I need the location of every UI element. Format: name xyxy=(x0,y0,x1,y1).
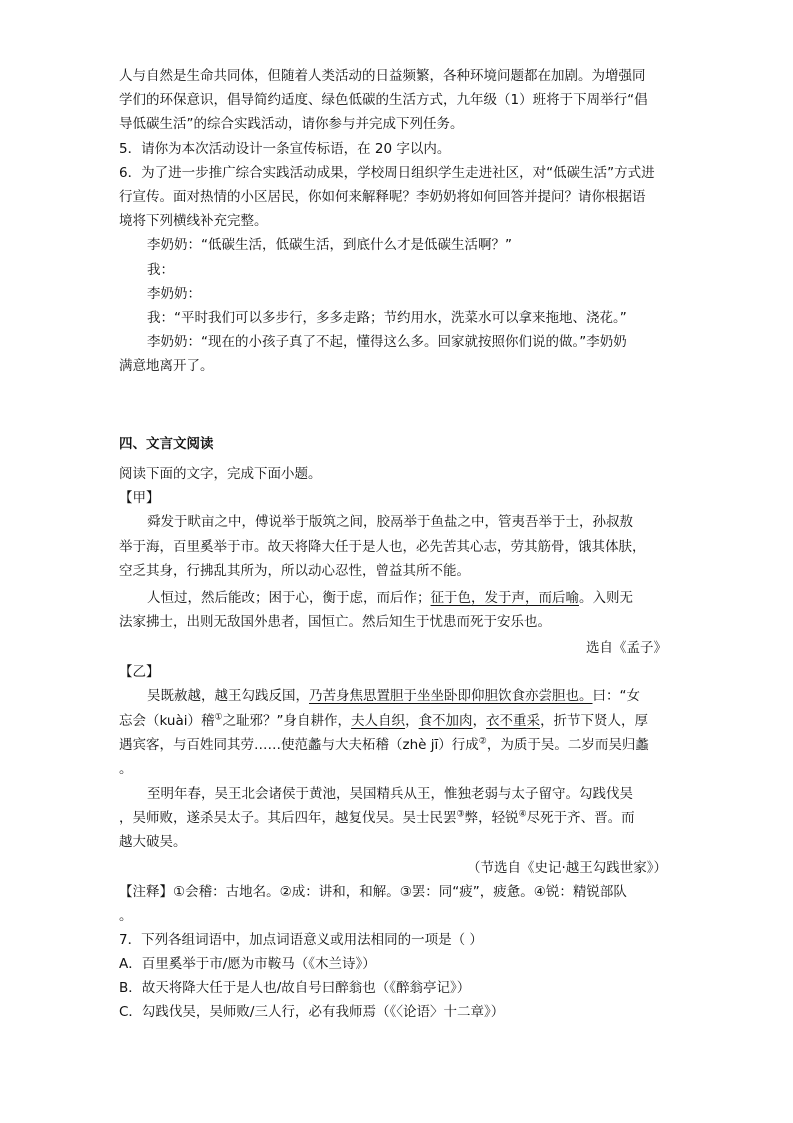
notes-line-1: 【注释】①会稽：古地名。②成：讲和，和解。③罢：同“疲”，疲惫。④锐：精锐部队 xyxy=(119,884,627,900)
yi-text: 弊，轻锐 xyxy=(464,810,519,826)
dialogue-line-2: 我： xyxy=(147,262,174,278)
question-7-option-b: B．故天将降大任于是人也/故自号曰醉翁也（《醉翁亭记》） xyxy=(119,980,471,996)
yi-text: 忘会（kuài）稽 xyxy=(119,713,215,729)
dialogue-line-3: 李奶奶： xyxy=(147,286,201,302)
footnote-marker: ④ xyxy=(518,809,527,820)
intro-line-1: 人与自然是生命共同体，但随着人类活动的日益频繁，各种环境问题都在加剧。为增强同 xyxy=(119,68,646,84)
yi-text: ，为质于吴。二岁而吴归蠡 xyxy=(486,737,649,753)
yi-underlined-phrase: 夫人自织 xyxy=(351,713,406,729)
yi-underlined-sentence: 乃苦身焦思置胆于坐坐卧即仰胆饮食亦尝胆也。 xyxy=(309,688,593,704)
dialogue-line-6: 满意地离开了。 xyxy=(119,358,214,374)
jia-source: 选自《孟子》 xyxy=(586,640,667,656)
yi-text: ，折节下贤人，厚 xyxy=(540,713,649,729)
yi-underlined-phrase: 食不加肉 xyxy=(418,713,473,729)
question-7-option-a: A．百里奚举于市/愿为市鞍马（《木兰诗》） xyxy=(119,956,376,972)
yi-text: ， xyxy=(405,713,419,729)
yi-p1-line-4: 。 xyxy=(119,761,133,777)
question-6-line-2: 行宣传。面对热情的小区居民，你如何来解释呢？李奶奶将如何回答并提问？请你根据语 xyxy=(119,189,646,205)
jia-p2-line-2: 法家拂士，出则无敌国外患者，国恒亡。然后知生于忧患而死于安乐也。 xyxy=(119,614,551,630)
question-7-stem: 7．下列各组词语中，加点词语意义或用法相同的一项是（ ） xyxy=(119,932,483,948)
intro-line-3: 导低碳生活”的综合实践活动，请你参与并完成下列任务。 xyxy=(119,116,464,132)
passage-jia-label: 【甲】 xyxy=(119,490,160,506)
intro-line-2: 学们的环保意识，倡导简约适度、绿色低碳的生活方式，九年级（1）班将于下周举行“倡 xyxy=(119,92,648,108)
passage-yi-label: 【乙】 xyxy=(119,664,160,680)
question-5: 5．请你为本次活动设计一条宣传标语，在 20 字以内。 xyxy=(119,141,451,157)
dialogue-line-4: 我：“平时我们可以多步行，多多走路；节约用水，洗菜水可以拿来拖地、浇花。” xyxy=(147,310,627,326)
jia-p2-text-a: 人恒过，然后能改；困于心，衡于虑，而后作； xyxy=(147,590,431,606)
jia-underlined-phrase: 征于色，发于声，而后喻 xyxy=(430,590,579,606)
footnote-marker: ② xyxy=(478,736,487,747)
dialogue-line-1: 李奶奶：“低碳生活，低碳生活，到底什么才是低碳生活啊？” xyxy=(147,237,512,253)
yi-text: 曰：“女 xyxy=(592,688,640,704)
footnote-marker: ③ xyxy=(456,809,465,820)
jia-p2-text-b: 。入则无 xyxy=(579,590,633,606)
yi-p2-line-2 xyxy=(119,806,679,830)
yi-p1-line-3 xyxy=(119,733,679,757)
jia-p1-line-1: 舜发于畎亩之中，傅说举于版筑之间，胶鬲举于鱼盐之中，管夷吾举于士，孙叔敖 xyxy=(147,514,633,530)
dialogue-line-5: 李奶奶：“现在的小孩子真了不起，懂得这么多。回家就按照你们说的做。”李奶奶 xyxy=(147,334,627,350)
yi-text: 遇宾客，与百姓同其劳……使范蠡与大夫柘稽（zhè jī）行成 xyxy=(119,737,479,753)
yi-p1-line-1 xyxy=(147,684,679,708)
yi-text: 尽死于齐、晋。而 xyxy=(526,810,635,826)
section-4-title: 四、文言文阅读 xyxy=(119,436,214,452)
yi-text: ， xyxy=(472,713,487,729)
yi-source: （节选自《史记·越王勾践世家》） xyxy=(466,860,667,876)
question-6-line-1: 6．为了进一步推广综合实践活动成果，学校周日组织学生走进社区，对“低碳生活”方式进 xyxy=(119,165,655,181)
jia-p1-line-3: 空乏其身，行拂乱其所为，所以动心忍性，曾益其所不能。 xyxy=(119,563,470,579)
question-7-option-c: C．勾践伐吴，吴师败/三人行，必有我师焉（《〈论语〉十二章》） xyxy=(119,1004,505,1020)
jia-p2-line-1 xyxy=(147,586,679,610)
footnote-marker: ① xyxy=(214,712,223,723)
yi-text: ，吴师败，遂杀吴太子。其后四年，越复伐吴。吴士民罢 xyxy=(119,810,457,826)
yi-p2-line-3: 越大破吴。 xyxy=(119,834,187,850)
yi-text: 之耻邪？”身自耕作， xyxy=(222,713,352,729)
yi-underlined-phrase: 衣不重采 xyxy=(486,713,541,729)
yi-p2-line-1: 至明年春，吴王北会诸侯于黄池，吴国精兵从王，惟独老弱与太子留守。勾践伐吴 xyxy=(147,786,633,802)
jia-p1-line-2: 举于海，百里奚举于市。故天将降大任于是人也，必先苦其心志，劳其筋骨，饿其体肤， xyxy=(119,539,646,555)
section-4-instruction: 阅读下面的文字，完成下面小题。 xyxy=(119,466,322,482)
question-6-line-3: 境将下列横线补充完整。 xyxy=(119,213,268,229)
yi-p1-line-2 xyxy=(119,709,679,733)
notes-line-2: 。 xyxy=(119,908,133,924)
yi-text: 吴既赦越，越王勾践反国， xyxy=(147,688,309,704)
